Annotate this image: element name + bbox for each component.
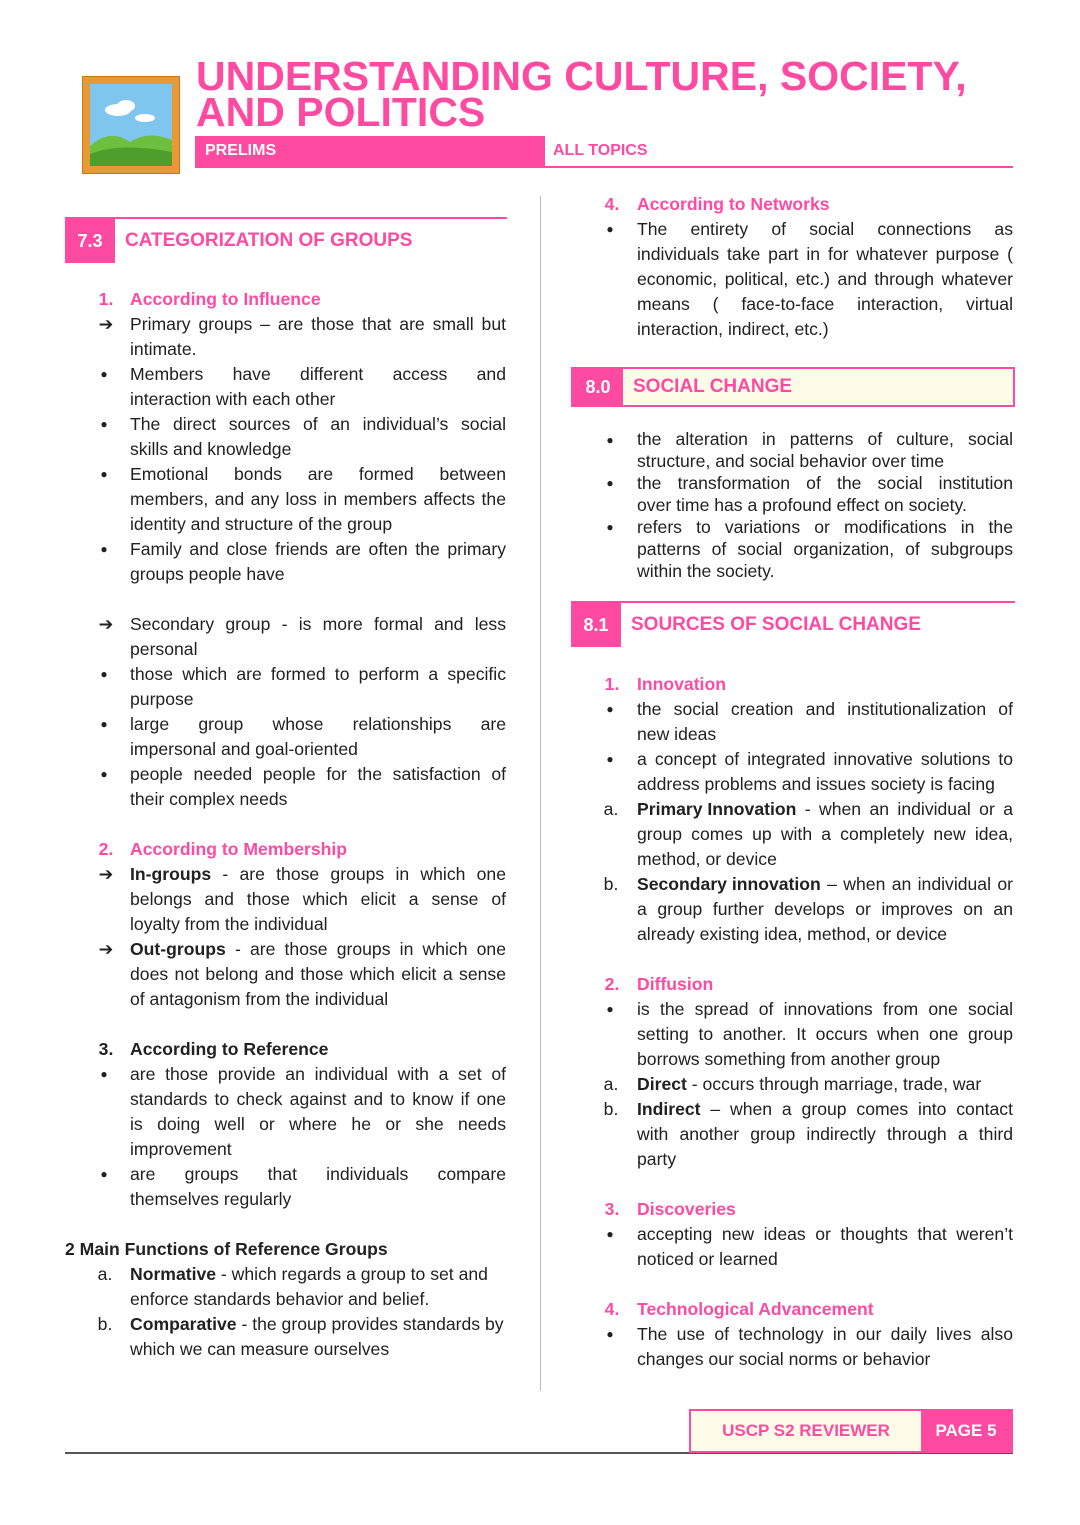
text-line: those which are formed to perform a specific xyxy=(130,664,506,684)
bullet-icon: ● xyxy=(100,717,108,731)
bullet-icon: ● xyxy=(606,1002,614,1016)
subheading-networks: According to Networks xyxy=(637,194,830,214)
bullet-icon: ● xyxy=(606,1327,614,1341)
text-line: borrows something from another group xyxy=(637,1049,941,1069)
bullet-icon: ● xyxy=(100,1067,108,1081)
list-letter: a. xyxy=(603,799,619,819)
page-number: PAGE 5 xyxy=(921,1411,1011,1451)
bullet-icon: ● xyxy=(100,417,108,431)
text-line: of antagonism from the individual xyxy=(130,989,389,1009)
subheading-membership: According to Membership xyxy=(130,839,348,859)
text-line: are groups that individuals compare xyxy=(130,1164,506,1184)
text-line: group comes up with a completely new idea, xyxy=(637,824,1013,844)
text-line: refers to variations or modifications in the xyxy=(637,517,1013,537)
text-line: new ideas xyxy=(637,724,717,744)
text-line: is doing well or where he or she needs xyxy=(130,1114,506,1134)
section-title: CATEGORIZATION OF GROUPS xyxy=(125,230,413,251)
text-line: means ( face-to-face interaction, virtual xyxy=(637,294,1013,314)
text-line xyxy=(637,797,1013,822)
list-number: 2. xyxy=(604,974,620,994)
landscape-icon xyxy=(90,84,172,166)
text-line: within the society. xyxy=(637,561,775,581)
text-line: skills and knowledge xyxy=(130,439,292,459)
section-title: SOCIAL CHANGE xyxy=(623,369,1013,405)
text-line: interaction, indirect, etc.) xyxy=(637,319,829,339)
text-line: their complex needs xyxy=(130,789,288,809)
bullet-icon: ● xyxy=(606,433,614,447)
text-fragment: - when an individual or a xyxy=(796,799,1014,819)
list-number: 2. xyxy=(98,839,114,859)
text-line: noticed or learned xyxy=(637,1249,778,1269)
term-direct: Direct xyxy=(637,1074,687,1094)
list-number: 3. xyxy=(604,1199,620,1219)
section-7-3-heading xyxy=(65,217,507,263)
text-line: impersonal and goal-oriented xyxy=(130,739,358,759)
text-line: people needed people for the satisfaction of xyxy=(130,764,506,784)
text-line: a group further develops or improves on an xyxy=(637,899,1013,919)
prelims-tag: PRELIMS xyxy=(195,136,545,168)
reference-functions-title: 2 Main Functions of Reference Groups xyxy=(65,1239,388,1259)
bullet-icon: ● xyxy=(606,1227,614,1241)
subheading-influence: According to Influence xyxy=(130,289,321,309)
bullet-icon: ● xyxy=(100,367,108,381)
arrow-icon: ➔ xyxy=(98,864,114,884)
text-line: individuals take part in for whatever purpose ( xyxy=(637,244,1013,264)
page-title xyxy=(196,53,996,135)
term-out-groups: Out-groups xyxy=(130,939,226,959)
framed-picture-icon xyxy=(83,77,179,173)
section-title: SOURCES OF SOCIAL CHANGE xyxy=(631,614,921,635)
text-line: the social creation and institutionalization of xyxy=(637,699,1013,719)
bullet-icon: ● xyxy=(606,752,614,766)
list-number: 1. xyxy=(604,674,620,694)
reviewer-label: USCP S2 REVIEWER xyxy=(691,1411,921,1451)
text-line: personal xyxy=(130,639,198,659)
text-line: improvement xyxy=(130,1139,232,1159)
section-number: 8.1 xyxy=(571,603,621,647)
subheading-discoveries: Discoveries xyxy=(637,1199,736,1219)
text-line: belongs and those which elicit a sense of xyxy=(130,889,506,909)
bullet-icon: ● xyxy=(606,222,614,236)
text-line: The direct sources of an individual’s social xyxy=(130,414,506,434)
text-line: the transformation of the social institution xyxy=(637,473,1013,493)
bullet-icon: ● xyxy=(606,476,614,490)
text-line: groups people have xyxy=(130,564,285,584)
term-normative: Normative xyxy=(130,1264,217,1284)
bullet-icon: ● xyxy=(100,542,108,556)
text-line: with another group indirectly through a third xyxy=(637,1124,1013,1144)
text-line: method, or device xyxy=(637,849,777,869)
text-line xyxy=(637,1097,1013,1122)
text-line: identity and structure of the group xyxy=(130,514,393,534)
text-fragment: - occurs through marriage, trade, war xyxy=(686,1074,982,1094)
text-line: changes our social norms or behavior xyxy=(637,1349,931,1369)
list-number: 4. xyxy=(604,1299,620,1319)
text-line: economic, political, etc.) and through whatever xyxy=(637,269,1013,289)
bullet-icon: ● xyxy=(100,667,108,681)
text-line xyxy=(130,1312,504,1337)
text-fragment: – when a group comes into contact xyxy=(700,1099,1013,1119)
text-line: enforce standards behavior and belief. xyxy=(130,1289,430,1309)
text-line: patterns of social organization, of subgroups xyxy=(637,539,1013,559)
footer-badge xyxy=(689,1409,1013,1453)
text-line: which we can measure ourselves xyxy=(130,1339,390,1359)
list-letter: a. xyxy=(603,1074,619,1094)
text-line: already existing idea, method, or device xyxy=(637,924,948,944)
list-number: 3. xyxy=(98,1039,114,1059)
text-line: The entirety of social connections as xyxy=(637,219,1013,239)
subheading-reference: According to Reference xyxy=(130,1039,329,1059)
text-line: intimate. xyxy=(130,339,197,359)
list-letter: b. xyxy=(603,1099,619,1119)
text-line: Emotional bonds are formed between xyxy=(130,464,506,484)
all-topics-tag: ALL TOPICS xyxy=(545,136,1013,168)
list-number: 1. xyxy=(98,289,114,309)
text-line: standards to check against and to know if one xyxy=(130,1089,506,1109)
section-8-0-heading xyxy=(571,367,1015,407)
arrow-icon: ➔ xyxy=(98,939,114,959)
text-fragment: - are those groups in which one xyxy=(211,864,506,884)
list-letter: a. xyxy=(97,1264,113,1284)
arrow-icon: ➔ xyxy=(98,314,114,334)
text-line xyxy=(130,862,506,887)
text-line: purpose xyxy=(130,689,194,709)
list-number: 4. xyxy=(604,194,620,214)
text-line: Secondary group - is more formal and less xyxy=(130,614,506,634)
text-line xyxy=(637,1072,981,1097)
title-line-1: UNDERSTANDING CULTURE, SOCIETY, xyxy=(196,53,967,99)
section-number: 7.3 xyxy=(65,219,115,263)
bullet-icon: ● xyxy=(100,767,108,781)
bullet-icon: ● xyxy=(100,467,108,481)
text-line: Members have different access and xyxy=(130,364,506,384)
text-line: Family and close friends are often the primary xyxy=(130,539,506,559)
text-line: themselves regularly xyxy=(130,1189,292,1209)
text-fragment: - the group provides standards by xyxy=(236,1314,504,1334)
text-line: does not belong and those which elicit a sense xyxy=(130,964,506,984)
text-line: The use of technology in our daily lives also xyxy=(637,1324,1013,1344)
subheading-diffusion: Diffusion xyxy=(637,974,714,994)
bullet-icon: ● xyxy=(606,702,614,716)
term-primary-innovation: Primary Innovation xyxy=(637,799,797,819)
text-fragment: – when an individual or xyxy=(820,874,1013,894)
text-line: over time has a profound effect on society. xyxy=(637,495,967,515)
text-line: large group whose relationships are xyxy=(130,714,506,734)
text-fragment: - which regards a group to set and xyxy=(216,1264,488,1284)
text-line xyxy=(130,937,506,962)
text-line xyxy=(130,1262,488,1287)
term-indirect: Indirect xyxy=(637,1099,701,1119)
section-8-1-heading xyxy=(571,601,1015,647)
subheading-innovation: Innovation xyxy=(637,674,726,694)
text-line: Primary groups – are those that are small but xyxy=(130,314,506,334)
text-line: interaction with each other xyxy=(130,389,336,409)
term-in-groups: In-groups xyxy=(130,864,212,884)
text-line: a concept of integrated innovative solutions to xyxy=(637,749,1013,769)
section-number: 8.0 xyxy=(573,369,623,405)
bullet-icon: ● xyxy=(100,1167,108,1181)
text-line: party xyxy=(637,1149,677,1169)
subheading-technological-advancement: Technological Advancement xyxy=(637,1299,874,1319)
column-divider xyxy=(540,196,541,1391)
list-letter: b. xyxy=(603,874,619,894)
text-line: loyalty from the individual xyxy=(130,914,328,934)
term-secondary-innovation: Secondary innovation xyxy=(637,874,821,894)
text-line: is the spread of innovations from one social xyxy=(637,999,1013,1019)
text-line: accepting new ideas or thoughts that weren’t xyxy=(637,1224,1013,1244)
title-line-2: AND POLITICS xyxy=(196,89,486,135)
term-comparative: Comparative xyxy=(130,1314,237,1334)
text-line xyxy=(637,872,1013,897)
text-line: structure, and social behavior over time xyxy=(637,451,945,471)
text-line: setting to another. It occurs when one group xyxy=(637,1024,1013,1044)
bullet-icon: ● xyxy=(606,520,614,534)
text-fragment: - are those groups in which one xyxy=(225,939,506,959)
text-line: address problems and issues society is facing xyxy=(637,774,995,794)
arrow-icon: ➔ xyxy=(98,614,114,634)
list-letter: b. xyxy=(97,1314,113,1334)
text-line: are those provide an individual with a set of xyxy=(130,1064,506,1084)
text-line: the alteration in patterns of culture, social xyxy=(637,429,1013,449)
text-line: members, and any loss in members affects the xyxy=(130,489,506,509)
